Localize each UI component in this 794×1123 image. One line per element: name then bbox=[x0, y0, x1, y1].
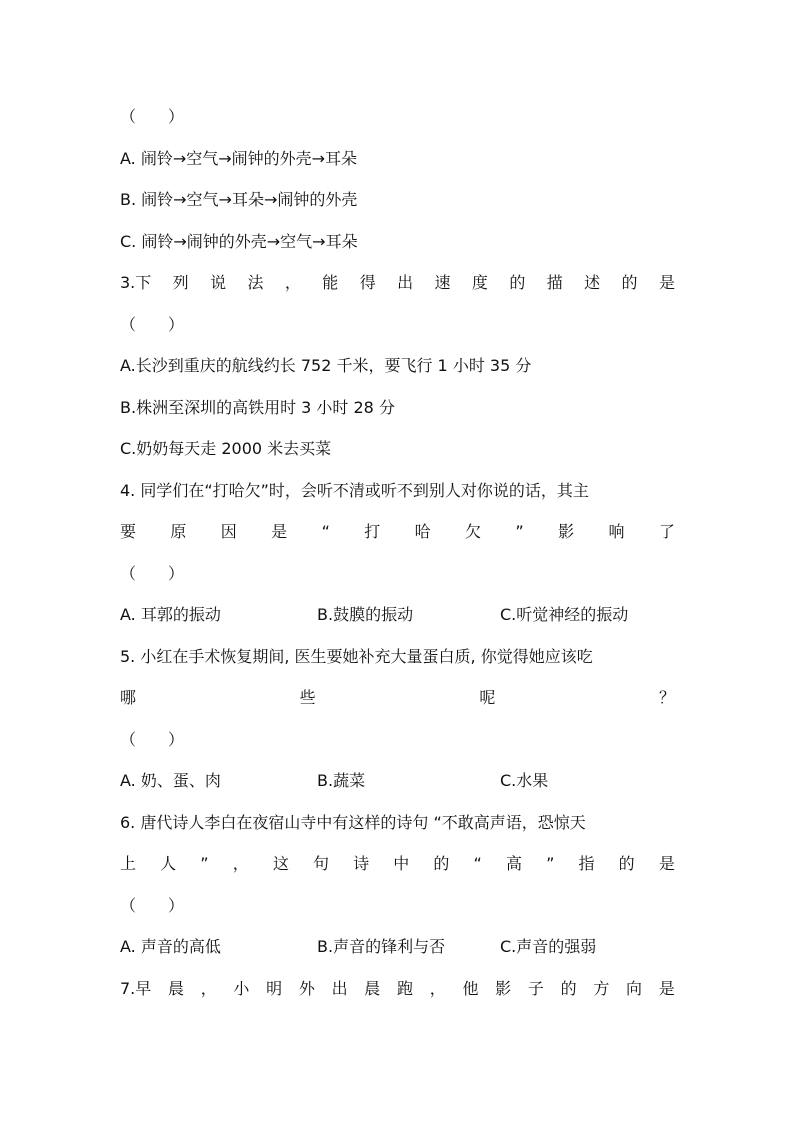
q6-char: 句 bbox=[312, 854, 329, 873]
q7-char: 影 bbox=[495, 978, 512, 998]
q6-char: ” bbox=[200, 854, 209, 873]
q7-char: 明 bbox=[266, 978, 283, 998]
q2-option-b: B. 闹铃→空气→耳朵→闹钟的外壳 bbox=[120, 190, 358, 209]
q3-char: 得 bbox=[359, 273, 376, 292]
q6-char: 的 bbox=[618, 854, 635, 873]
q2-option-c: C. 闹铃→闹钟的外壳→空气→耳朵 bbox=[120, 231, 358, 251]
q4-char: 是 bbox=[271, 522, 288, 541]
q4-char: 影 bbox=[558, 522, 575, 541]
q5-option-b: B.蔬菜 bbox=[317, 771, 366, 790]
q3-option-c: C.奶奶每天走 2000 米去买菜 bbox=[120, 439, 332, 458]
q4-char: 欠 bbox=[465, 522, 482, 541]
q3-char: 的 bbox=[509, 273, 526, 292]
q6-char: 中 bbox=[393, 854, 410, 873]
q5-option-a: A. 奶、蛋、肉 bbox=[120, 771, 221, 790]
q6-answer-bracket: （ ） bbox=[120, 895, 185, 915]
q5-answer-bracket: （ ） bbox=[120, 729, 185, 749]
q7-char: 的 bbox=[560, 978, 577, 998]
q4-char: 响 bbox=[608, 522, 625, 541]
q5-stem-line1: 5. 小红在手术恢复期间, 医生要她补充大量蛋白质, 你觉得她应该吃 bbox=[120, 646, 593, 666]
q3-char: 述 bbox=[584, 273, 601, 292]
q3-char: 法 bbox=[247, 273, 264, 292]
worksheet-page bbox=[120, 96, 675, 1009]
q4-char: 要 bbox=[120, 522, 137, 541]
q5-option-c: C.水果 bbox=[500, 771, 549, 790]
q5-stem-line2 bbox=[120, 677, 675, 719]
q3-char: 的 bbox=[621, 273, 638, 292]
q5-char: 哪 bbox=[120, 688, 137, 707]
q4-char: 打 bbox=[364, 522, 381, 541]
q6-stem-line2 bbox=[120, 843, 675, 885]
q3-answer-bracket: （ ） bbox=[120, 314, 185, 334]
q7-stem bbox=[120, 968, 675, 1010]
q2-option-a: A. 闹铃→空气→闹钟的外壳→耳朵 bbox=[120, 148, 358, 168]
q6-char: “ bbox=[473, 854, 482, 873]
q3-option-a: A.长沙到重庆的航线约长 752 千米，要飞行 1 小时 35 分 bbox=[120, 356, 532, 375]
q7-char: 7.早 bbox=[120, 978, 152, 998]
q6-char: ， bbox=[232, 854, 249, 873]
q3-stem bbox=[120, 262, 675, 304]
q6-option-c: C.声音的强弱 bbox=[500, 937, 597, 956]
q6-char: 人 bbox=[160, 854, 177, 873]
q3-char: 出 bbox=[397, 273, 414, 292]
q2-answer-bracket: （ ） bbox=[120, 107, 185, 126]
q6-char: 是 bbox=[658, 854, 675, 873]
q3-char: ， bbox=[284, 273, 301, 292]
q4-stem-line1: 4. 同学们在“打哈欠”时，会听不清或听不到别人对你说的话，其主 bbox=[120, 480, 589, 500]
q3-option-b: B.株洲至深圳的高铁用时 3 小时 28 分 bbox=[120, 397, 395, 417]
q4-answer-bracket: （ ） bbox=[120, 563, 185, 583]
q4-char: ” bbox=[515, 522, 524, 541]
q7-char: 跑 bbox=[397, 978, 414, 998]
q7-char: 晨 bbox=[364, 978, 381, 998]
q6-char: 诗 bbox=[353, 854, 370, 873]
q4-char: 哈 bbox=[414, 522, 431, 541]
q4-char: 了 bbox=[658, 522, 675, 541]
q5-char: 些 bbox=[299, 688, 316, 707]
q4-char: “ bbox=[321, 522, 330, 541]
q3-char: 3.下 bbox=[120, 273, 152, 292]
q7-char: ， bbox=[429, 978, 446, 998]
q6-char: 高 bbox=[505, 854, 522, 873]
q6-stem-line1: 6. 唐代诗人李白在夜宿山寺中有这样的诗句 “不敢高声语，恐惊天 bbox=[120, 812, 586, 832]
q7-char: 方 bbox=[593, 978, 610, 998]
q7-char: 晨 bbox=[167, 978, 184, 998]
q4-char: 原 bbox=[170, 522, 187, 541]
q7-char: 向 bbox=[626, 978, 643, 998]
q6-char: 指 bbox=[578, 854, 595, 873]
q6-options bbox=[120, 926, 675, 968]
q7-char: ， bbox=[200, 978, 217, 998]
q4-option-b: B.鼓膜的振动 bbox=[317, 605, 414, 624]
q4-char: 因 bbox=[220, 522, 237, 541]
q6-option-b: B.声音的锋利与否 bbox=[317, 937, 446, 956]
q3-char: 说 bbox=[210, 273, 227, 292]
q5-options bbox=[120, 760, 675, 802]
q3-char: 速 bbox=[434, 273, 451, 292]
q3-char: 列 bbox=[172, 273, 189, 292]
q7-char: 小 bbox=[233, 978, 250, 998]
q7-char: 外 bbox=[298, 978, 315, 998]
q3-char: 是 bbox=[658, 273, 675, 292]
q3-char: 描 bbox=[546, 273, 563, 292]
q6-option-a: A. 声音的高低 bbox=[120, 937, 221, 956]
q5-char: 呢 bbox=[479, 688, 496, 707]
q4-option-a: A. 耳郭的振动 bbox=[120, 605, 221, 624]
q4-options bbox=[120, 594, 675, 636]
q7-char: 他 bbox=[462, 978, 479, 998]
q4-stem-line2 bbox=[120, 511, 675, 553]
q3-char: 能 bbox=[322, 273, 339, 292]
q6-char: 这 bbox=[272, 854, 289, 873]
q5-char: ？ bbox=[658, 688, 675, 707]
q7-char: 子 bbox=[527, 978, 544, 998]
q3-char: 度 bbox=[471, 273, 488, 292]
q6-char: 上 bbox=[120, 854, 137, 873]
q7-char: 出 bbox=[331, 978, 348, 998]
q6-char: 的 bbox=[433, 854, 450, 873]
q6-char: ” bbox=[546, 854, 555, 873]
q7-char: 是 bbox=[658, 978, 675, 998]
q4-option-c: C.听觉神经的振动 bbox=[500, 605, 629, 624]
